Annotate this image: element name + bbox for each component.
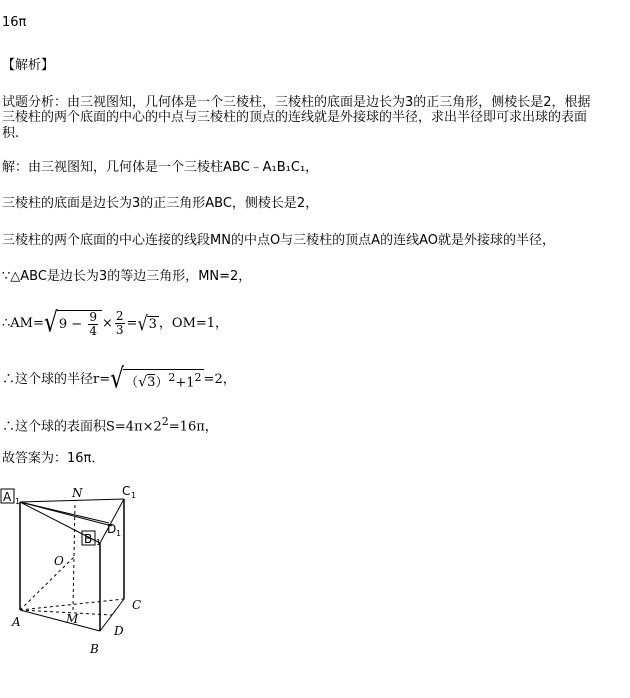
radical-sign: √ [43, 307, 58, 339]
label-c1: C [122, 485, 131, 498]
frac-numerator: 2 [115, 309, 124, 323]
frac-denominator: 3 [115, 323, 124, 337]
analysis-line-1: 试题分析：由三视图知，几何体是一个三棱柱，三棱柱的底面是边长为3的正三角形，侧棱长是2，根据 [2, 95, 591, 110]
radical-sign: √ [138, 374, 148, 391]
am-prefix: ∴AM= [2, 316, 44, 331]
edge-a-b [20, 610, 100, 631]
label-n: N [72, 486, 83, 500]
paren-close: ） [155, 375, 169, 391]
exponent: 2 [168, 370, 176, 384]
radius-suffix: =2， [203, 372, 236, 387]
paren-open: （ [125, 375, 139, 391]
label-b1-sub: 1 [96, 538, 102, 547]
section-title: 【解析】 [2, 58, 55, 73]
solution-line-8-final: 故答案为：16π． [2, 451, 105, 466]
area-exponent: 2 [161, 415, 169, 428]
radical-sign: √ [110, 363, 125, 395]
sqrt-three: 3 [147, 375, 156, 391]
label-d1-sub: 1 [116, 529, 122, 538]
solution-line-7-area [2, 414, 218, 435]
label-a1-sub: 1 [15, 497, 21, 506]
prism-figure [0, 485, 180, 665]
analysis-line-2: 三棱柱的两个底面的中心的中点与三棱柱的顶点的连线就是外接球的半径，求出半径即可求出球的表面 [2, 110, 588, 125]
am-radicand [57, 310, 102, 338]
plus-one: +1 [175, 375, 195, 391]
label-a1: A [3, 490, 12, 504]
am-suffix: ，OM=1， [158, 316, 229, 331]
fraction-two-thirds [115, 310, 125, 337]
am-equals: = [126, 316, 138, 331]
frac-denominator: 4 [89, 323, 97, 338]
radius-radicand [123, 369, 203, 390]
area-suffix: =16π， [168, 419, 218, 435]
radius-prefix: ∴这个球的半径r= [2, 372, 111, 387]
am-inner-nine: 9 − [58, 316, 87, 332]
solution-line-6-radius [2, 363, 236, 395]
exponent: 2 [194, 370, 202, 384]
edge-a1-d1-b [20, 502, 112, 526]
label-o: O [54, 554, 64, 568]
fraction-nine-fourths [88, 311, 98, 338]
segment-mn-hidden [73, 502, 75, 610]
segment-ao-hidden [20, 557, 74, 610]
solution-line-2: 三棱柱的底面是边长为3的正三角形ABC，侧棱长是2， [2, 196, 319, 211]
label-d1: D [107, 522, 117, 536]
solution-line-1: 解：由三视图知，几何体是一个三棱柱ABC﹣A₁B₁C₁， [2, 160, 319, 175]
frac-numerator: 9 [89, 309, 97, 324]
solution-line-3: 三棱柱的两个底面的中心连接的线段MN的中点O与三棱柱的顶点A的连线AO就是外接球的半径， [2, 233, 555, 248]
area-prefix: ∴这个球的表面积S=4π×2 [2, 419, 162, 435]
edge-a-c-hidden [20, 599, 124, 610]
label-b1: B [84, 532, 93, 546]
radical-sign: √ [137, 311, 148, 335]
am-times: × [101, 316, 113, 331]
label-b: B [90, 642, 99, 656]
label-a: A [12, 615, 21, 629]
analysis-line-3: 积. [2, 126, 20, 141]
label-d: D [114, 624, 124, 638]
label-c1-sub: 1 [131, 491, 137, 500]
label-c: C [132, 598, 142, 612]
label-m: M [66, 612, 79, 626]
answer-text: 16π [2, 15, 27, 30]
solution-line-5-am [2, 307, 228, 341]
solution-line-4: ∵△ABC是边长为3的等边三角形，MN=2， [2, 269, 252, 284]
sqrt-three: 3 [148, 316, 157, 332]
